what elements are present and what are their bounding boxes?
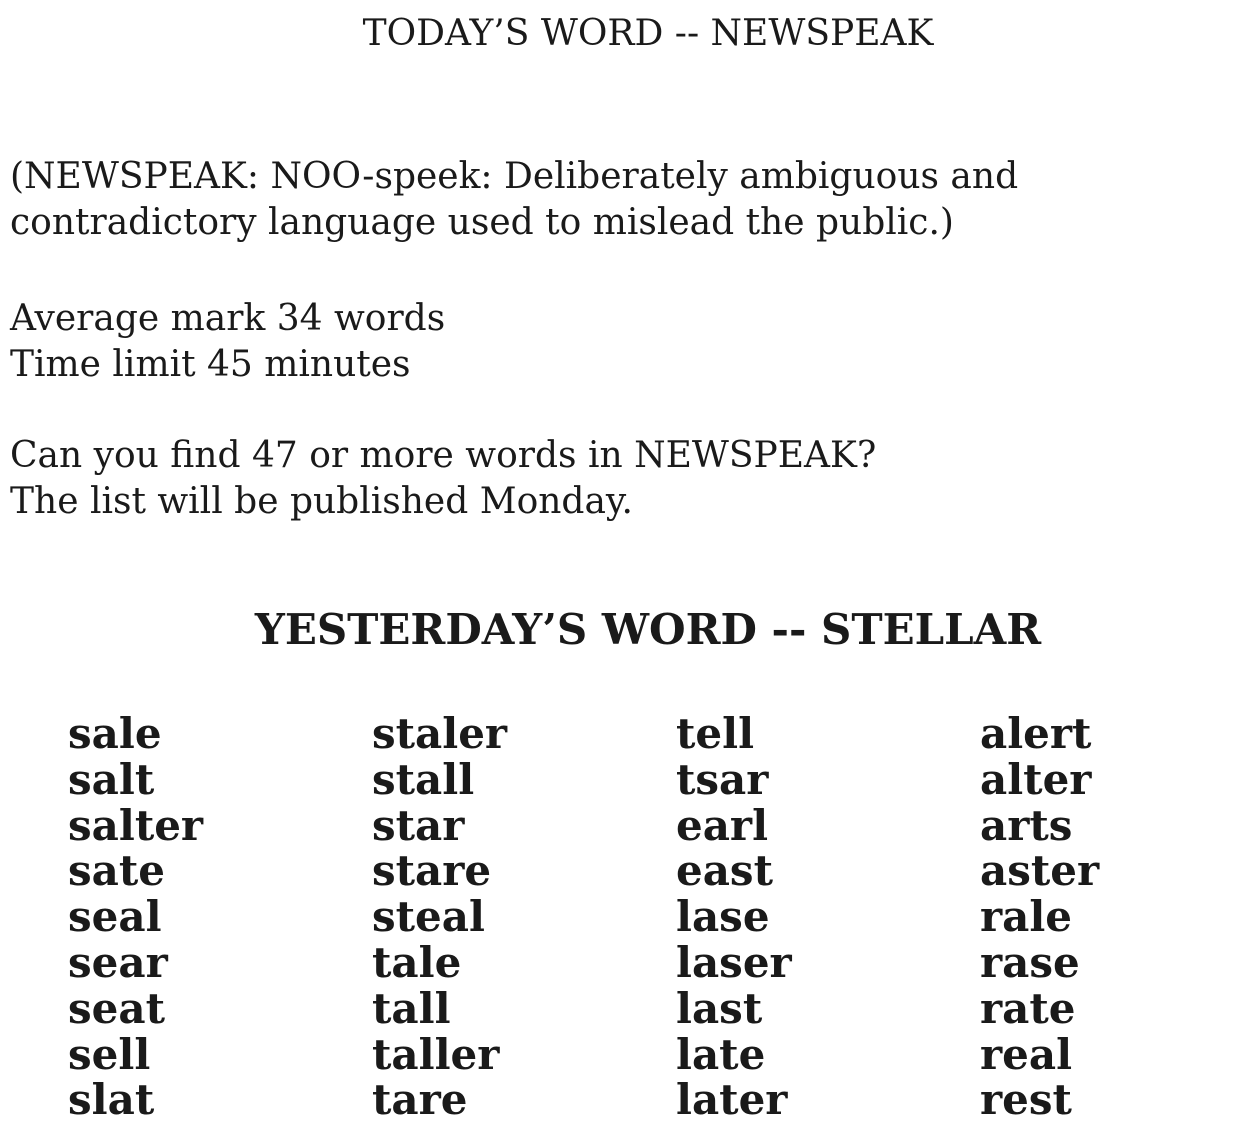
word-item: rest [980, 1075, 1072, 1125]
word-column [372, 711, 507, 1123]
word-item: tell [676, 711, 755, 758]
word-item: tale [372, 937, 462, 987]
word-item: tsar [676, 754, 769, 804]
word-item: steal [372, 892, 485, 942]
word-item: tall [372, 983, 451, 1033]
word-item: late [676, 1029, 766, 1079]
word-item: real [980, 1029, 1073, 1079]
word-item: seal [68, 892, 162, 942]
word-item: star [372, 800, 465, 850]
word-item: arts [980, 800, 1073, 850]
word-item: lase [676, 892, 770, 942]
word-column [68, 711, 203, 1123]
word-item: alter [980, 754, 1092, 804]
word-item: rale [980, 892, 1073, 942]
word-item: sale [68, 711, 162, 758]
word-item: rase [980, 937, 1080, 987]
word-item: seat [68, 983, 165, 1033]
word-item: sear [68, 937, 168, 987]
word-item: sate [68, 846, 165, 896]
word-item: aster [980, 846, 1100, 896]
challenge-question: Can you find 47 or more words in NEWSPEAK? [10, 435, 877, 476]
word-item: sell [68, 1029, 151, 1079]
word-item: slat [68, 1075, 155, 1125]
yesterdays-word-title: YESTERDAY’S WORD -- STELLAR [254, 605, 1042, 654]
time-limit: Time limit 45 minutes [10, 344, 411, 385]
word-item: alert [980, 711, 1092, 758]
word-item: rate [980, 983, 1076, 1033]
word-item: last [676, 983, 763, 1033]
challenge-text [10, 433, 876, 525]
word-item: laser [676, 937, 792, 987]
word-column [980, 711, 1099, 1123]
word-item: staler [372, 711, 508, 758]
puzzle-stats [10, 296, 445, 388]
word-list [68, 711, 1234, 1134]
word-item: stare [372, 846, 492, 896]
publish-note: The list will be published Monday. [10, 481, 633, 522]
word-column [676, 711, 792, 1123]
word-item: east [676, 846, 773, 896]
word-item: stall [372, 754, 475, 804]
word-item: salt [68, 754, 155, 804]
word-item: earl [676, 800, 769, 850]
word-item: taller [372, 1029, 500, 1079]
word-item: salter [68, 800, 204, 850]
word-definition: (NEWSPEAK: NOO-speek: Deliberately ambiguous and contradictory language used to mislead the public.) [10, 156, 1019, 243]
word-item: tare [372, 1075, 468, 1125]
todays-word-title: TODAY’S WORD -- NEWSPEAK [362, 13, 934, 54]
word-item: later [676, 1075, 788, 1125]
average-mark: Average mark 34 words [10, 298, 446, 339]
